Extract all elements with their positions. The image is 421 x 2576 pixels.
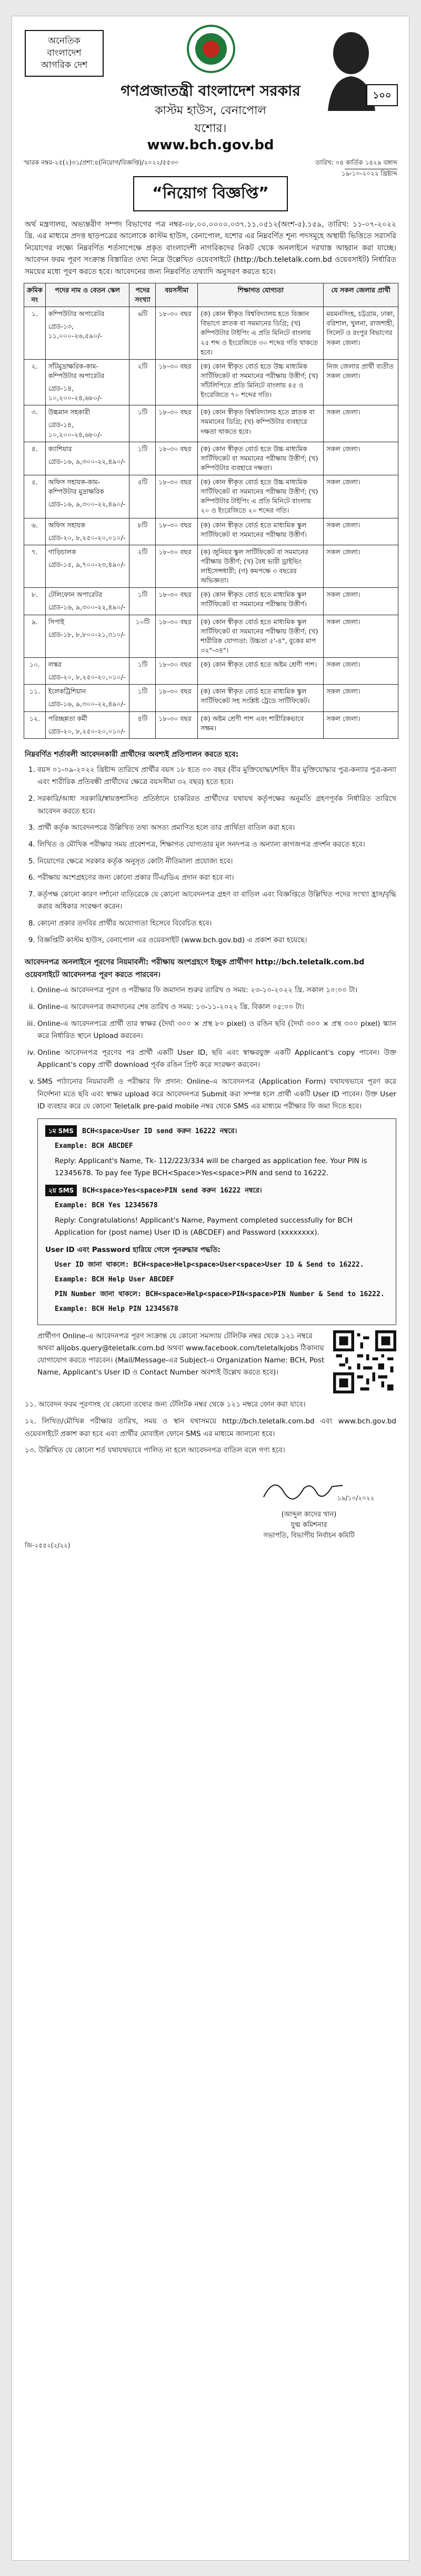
table-row [24,475,398,518]
cell-serial: ১. [24,307,46,360]
notice-title: “নিয়োগ বিজ্ঞপ্তি” [133,176,288,211]
cell-post [45,711,129,738]
government-emblem-icon [186,24,236,74]
cell-district: সকল জেলা। [324,518,398,545]
cell-serial: ৬. [24,518,46,545]
vacancy-table-body [24,307,398,739]
cell-post [45,307,129,360]
condition-item: 3. প্রার্থী কর্তৃক আবেদনপত্রে উল্লিখিত তথ্য অসত্য প্রমাণিত হলে তার প্রার্থিতা বাতিল করা হবে। [37,822,396,834]
cell-qualification: (ক) কোন স্বীকৃত বোর্ড হতে উচ্চ মাধ্যমিক সার্টিফিকেট বা সমমানের পরীক্ষায় উত্তীর্ণ; (খ) সাঁটলিপিতে প্রতি মিনিটে বাংলায় ৪৫ ও ইংরেজিতে ৭০ শব্দের গতি। [198,359,324,405]
cell-district: ময়মনসিংহ, চট্টগ্রাম, ঢাকা, বরিশাল, খুলনা, রাজশাহী, সিলেট ও রংপুর বিভাগের সকল জেলা। [324,307,398,360]
office-name: কাস্টম হাউস, বেনাপোল [155,104,266,117]
cell-district: সকল জেলা। [324,545,398,588]
sms-instructions-box [37,1118,396,1325]
cell-count: ১টি [129,658,156,685]
cell-district: সকল জেলা। [324,588,398,615]
signature-date: ১৯/১০/২০২২ [337,1494,375,1502]
notice-intro: অর্থ মন্ত্রণালয়, অভ্যন্তরীণ সম্পদ বিভাগের পত্র নম্বর-০৮.০০.০০০০.০৩৭.১১.০৫১২(অংশ-৫).১৫৯, তারিখ: ১১-০৭-২০২২ খ্রি. এর মাধ্যমে প্রদত্ত ছাড়পত্রের আলোকে কাস্টম হাউস, বেনাপোল, যশোর এর নিম্নবর্ণিত শূন্য পদসমূহে অস্থায়ী ভিত্তিতে সরাসরি নিয়োগের লক্ষ্যে নিম্নবর্ণিত শর্তসাপেক্ষে প্রকৃত বাংলাদেশী নাগরিকদের নিকট থেকে অনলাইনে দরখাস্ত আহ্বান করা যাচ্ছে। আবেদন ফরম পূরণ সংক্রান্ত বিস্তারিত তথ্য নিম্নে উল্লেখিত ওয়েবসাইটে (http://bch.teletalk.com.bd ওয়েবসাইট) নির্ধারিত সময়ের মধ্যে পূরণ করতে হবে। আবেদনের জন্য নিম্নবর্ণিত তথ্যাদি অনুসরণ করতে হবে। [25,220,396,276]
sms-2-reply: Reply: Congratulations! Applicant's Name, Payment completed successfully for BCH Application for (post name) User ID is (ABCDEF) and Password (xxxxxxxx). [55,1216,353,1237]
header-age: বয়সসীমা [156,283,198,307]
sms-1-example: Example: BCH ABCDEF [55,1142,133,1150]
cell-age: ১৮-৩০ বছর [156,518,198,545]
cell-district: সকল জেলা। [324,475,398,518]
condition-item: 5. নিয়োগের ক্ষেত্রে সরকার কর্তৃক অনুসৃত কোটা নীতিমালা প্রযোজ্য হবে। [37,856,396,868]
online-title: আবেদনপত্র অনলাইনে পূরণের নিয়মাবলী: পরীক্ষায় অংশগ্রহণে ইচ্ছুক প্রার্থীগণ http://bch.teletalk.com.bd ওয়েবসাইটে আবেদনপত্র পূরণ করতে পারবেন। [25,958,365,980]
condition-item: 9. বিজ্ঞপ্তিটি কাস্টম হাউস, বেনাপোল এর ওয়েবসাইট (www.bch.gov.bd) এ প্রকাশ করা হয়েছে। [37,934,396,947]
government-title: গণপ্রজাতন্ত্রী বাংলাদেশ সরকার [121,82,300,99]
cell-age: ১৮-৩০ বছর [156,588,198,615]
cell-count: ১০টি [129,615,156,658]
conditions-title: নিম্নবর্ণিত শর্তাবলী আবেদনকারী প্রার্থীদের অবশ্যই প্রতিপালন করতে হবে: [25,750,239,759]
post-name: টেলিফোন অপারেটর [48,590,103,599]
cell-serial: ৮. [24,588,46,615]
table-row [24,405,398,442]
table-header-row [24,283,398,307]
post-grade: গ্রেড-১৬, ৯,৩০০-২২,৪৯০/- [48,700,126,708]
table-row [24,545,398,588]
signature-block [12,1468,409,1557]
header-district: যে সকল জেলার প্রার্থী [324,283,398,307]
cell-qualification: (ক) কোন স্বীকৃত বোর্ড হতে মাধ্যমিক স্কুল সার্টিফিকেট বা সমমানের পরীক্ষায় উত্তীর্ণ। [198,518,324,545]
cell-age: ১৮-৩০ বছর [156,658,198,685]
office-website[interactable]: www.bch.gov.bd [147,137,274,153]
footer-code: জি-২৫৫২(২/২২) [25,1541,71,1549]
cell-qualification: (ক) কোন স্বীকৃত বিশ্ববিদ্যালয় হতে স্নাতক বা সমমানের ডিগ্রি; (খ) কম্পিউটার ব্যবহারে দক্ষতা থাকতে হবে। [198,405,324,442]
post-name: সিপাই [48,617,65,626]
cell-district: সকল জেলা। [324,615,398,658]
cell-serial: ৫. [24,475,46,518]
post-name: সাঁটমুদ্রাক্ষরিক-কাম-কম্পিউটার অপারেটর [48,362,105,380]
cell-count: ১টি [129,442,156,475]
support-row [37,1330,396,1393]
header-count: পদের সংখ্যা [129,283,156,307]
post-name: অফিস সহায়ক-কাম-কম্পিউটার মুদ্রাক্ষরিক [48,478,104,496]
cell-post [45,359,129,405]
notice-title-wrap [12,176,409,211]
cell-post [45,545,129,588]
cell-qualification: (ক) কোন স্বীকৃত বোর্ড হতে মাধ্যমিক স্কুল সার্টিফিকেট বা সমমানের পরীক্ষায় উত্তীর্ণ। [198,588,324,615]
condition-item: 2. সরকারি/আধা সরকারি/স্বায়ত্তশাসিত প্রতিষ্ঠানে চাকরিরত প্রার্থীদের যথাযথ কর্তৃপক্ষের অনুমতি গ্রহণপূর্বক নির্ধারিত তারিখে আবেদন করতে হবে। [37,793,396,818]
recovery-pin-example: Example: BCH Help PIN 12345678 [55,1305,178,1314]
cell-serial: ৭. [24,545,46,588]
online-instruction-item: iv. Online আবেদনপত্র পূরণের পর প্রার্থী একটি User ID, ছবি এবং স্বাক্ষরযুক্ত একটি Applicant's copy পাবেন। উক্ত Applicant's copy প্রার্থী download পূর্বক রঙিন প্রিন্ট করে সংরক্ষণ করবেন। [37,1047,396,1072]
post-grade: গ্রেড-২০, ৮,২৫০-২০,০১০/- [48,673,126,681]
slogan-line-1: অনেতিক বাংলাদেশ [47,36,82,58]
post-name: ক্যাশিয়ার [48,444,72,453]
cell-qualification: (ক) কোন স্বীকৃত বোর্ড হতে উচ্চ মাধ্যমিক সার্টিফিকেট বা সমমানের পরীক্ষায় উত্তীর্ণ; (খ) কম্পিউটার ব্যবহারে দক্ষতা। [198,442,324,475]
cell-age: ১৮-৩০ বছর [156,685,198,711]
slogan-line-2: আগরিক দেশ [41,59,88,70]
online-instruction-item: ii. Online-এ আবেদনপত্র জমাদানের শেষ তারিখ ও সময়: ১৩-১১-২০২২ খ্রি. বিকাল ০৫:০০ টা। [37,1001,396,1014]
condition-item: 6. পরীক্ষায় অংশগ্রহণের জন্য কোনো প্রকার টিএ/ডিএ প্রদান করা হবে না। [37,872,396,884]
cell-qualification: (ক) জুনিয়র স্কুল সার্টিফিকেট বা সমমানের পরীক্ষায় উত্তীর্ণ; (খ) বৈধ ভারী ড্রাইভিং লাইসেন্সধারী; (গ) কমপক্ষে ৩ বছরের অভিজ্ঞতা। [198,545,324,588]
cell-age: ১৮-৩০ বছর [156,475,198,518]
cell-district: সকল জেলা। [324,442,398,475]
cell-district: সকল জেলা। [324,405,398,442]
sms-2-example: Example: BCH Yes 12345678 [55,1202,158,1210]
sms-2-label: ২য় SMS [45,1185,77,1196]
online-instructions-list [37,984,396,1113]
vacancy-table [24,283,398,739]
recovery-pin: PIN Number জানা থাকলে: BCH<space>Help<space>PIN<space>PIN Number & Send to 16222. [55,1290,385,1299]
svg-text:১০০: ১০০ [373,90,392,101]
cell-count: ১টি [129,588,156,615]
cell-age: ১৮-৩০ বছর [156,405,198,442]
post-grade: গ্রেড-১৮, ৮,৮০০-২১,৩১০/- [48,630,126,638]
additional-condition-item: ১২. লিখিত/মৌখিক পরীক্ষার তারিখ, সময় ও স্থান যথাসময়ে http://bch.teletalk.com.bd এবং www.bch.gov.bd ওয়েবসাইটে প্রকাশ করা হবে এবং প্রার্থীর মোবাইল ফোনে SMS এর মাধ্যমে জানানো হবে। [25,1417,396,1438]
post-name: ইলেকট্রিশিয়ান [48,687,86,696]
office-city: যশোর। [194,122,227,135]
post-grade: গ্রেড-১৪, ১০,২০০-২৪,৬৮০/- [48,421,103,439]
condition-item: 1. বয়স ০১-০৯-২০২২ খ্রিষ্টাব্দ তারিখে প্রার্থীর বয়স ১৮ হতে ৩০ বছর (বীর মুক্তিযোদ্ধা/শহিদ বীর মুক্তিযোদ্ধার পুত্র-কন্যার পুত্র-কন্যা এবং শারীরিক প্রতিবন্ধী প্রার্থীদের ক্ষেত্রে বয়সসীমা ৩২ বছর) হতে হবে। [37,764,396,789]
cell-age: ১৮-৩০ বছর [156,307,198,360]
cell-age: ১৮-৩০ বছর [156,545,198,588]
signature-icon [258,1471,375,1508]
table-row [24,685,398,711]
online-instruction-item: v. SMS পাঠানোর নিয়মাবলী ও পরীক্ষার ফি প্রদান: Online-এ আবেদনপত্র (Application Form) যথাযথভাবে পূরণ করে নির্দেশনা মতে ছবি এবং স্বাক্ষর upload করে আবেদনপত্র Submit করা সম্পন্ন হলে প্রার্থী একটি User ID পাবেন। উক্ত User ID ব্যবহার করে যে কোনো Teletalk pre-paid mobile নম্বর থেকে SMS এর মাধ্যমে পরীক্ষার ফি জমা দিতে হবে। [37,1076,396,1113]
cell-count: ৬টি [129,307,156,360]
notice-page [12,16,409,2561]
cell-post [45,615,129,658]
cell-qualification: (ক) কোন স্বীকৃত বোর্ড হতে উচ্চ মাধ্যমিক সার্টিফিকেট বা সমমানের পরীক্ষায় উত্তীর্ণ; (খ) কম্পিউটার টাইপিং এ প্রতি মিনিটে বাংলায় ২০ ও ইংরেজিতে ২০ শব্দের গতি। [198,475,324,518]
cell-serial: ২. [24,359,46,405]
cell-serial: ৩. [24,405,46,442]
conditions-list [37,764,396,947]
cell-post [45,475,129,518]
cell-qualification: (ক) কোন স্বীকৃত বিশ্ববিদ্যালয় হতে বিজ্ঞান বিভাগে স্নাতক বা সমমানের ডিগ্রি; (খ) কম্পিউটার টাইপিং এ প্রতি মিনিটে বাংলায় ২৫ শব্দ ও ইংরেজিতে ৩০ শব্দের গতি থাকতে হবে। [198,307,324,360]
post-grade: গ্রেড-১৬, ৯,৩০০-২২,৪৯০/- [48,457,126,465]
header-qualification: শিক্ষাগত যোগ্যতা [198,283,324,307]
cell-serial: ৯. [24,615,46,658]
table-row [24,615,398,658]
table-row [24,658,398,685]
post-grade: গ্রেড-২০, ৮,২৫০-২০,০১০/- [48,727,126,735]
cell-count: ১টি [129,405,156,442]
post-name: কম্পিউটার অপারেটর [48,310,105,318]
signatory-name: (আব্দুল কাদের খান) [281,1510,337,1519]
signatory-committee: সভাপতি, বিভাগীয় নির্বাচন কমিটি [263,1531,355,1540]
date-bangla: তারিখ: ০৪ কার্তিক ১৪২৯ বঙ্গাব্দ [315,159,397,166]
cell-count: ৫টি [129,475,156,518]
post-name: গাড়িচালক [48,547,76,556]
post-name: লস্কর [48,660,62,669]
cell-serial: ৪. [24,442,46,475]
cell-post [45,405,129,442]
cell-count: ২টি [129,359,156,405]
cell-post [45,518,129,545]
cell-post [45,442,129,475]
memo-row [24,158,397,180]
sms-1-label: ১ম SMS [45,1125,77,1137]
online-instruction-item: iii. Online-এ আবেদনপত্রে প্রার্থী তার স্বাক্ষর (দৈর্ঘ্য ৩০০ × প্রস্থ ৮০ pixel) ও রঙিন ছবি (দৈর্ঘ্য ৩০০ × প্রস্থ ৩০০ pixel) স্ক্যান করে নির্ধারিত স্থানে Upload করবেন। [37,1018,396,1043]
table-row [24,588,398,615]
date-block [315,158,397,180]
cell-qualification: (ক) কোন স্বীকৃত বোর্ড হতে মাধ্যমিক স্কুল সার্টিফিকেট বা সমমানের পরীক্ষায় উত্তীর্ণ; (খ) শারীরিক যোগ্যতা: উচ্চতা ৫'-৪", বুকের মাপ ৩২"-৩৪"। [198,615,324,658]
memo-number: স্মারক নম্বর-২৫(২)৩১/প্রশা:৪(নিয়োগ/বিজ্ঞপ্তি)/২০২২/৫৫৩০ [24,159,179,166]
support-text: প্রার্থীগণ Online-এ আবেদনপত্র পূরণ সংক্রান্ত যে কোনো সমস্যায় টেলিটক নম্বর থেকে ১২১ নম্বরে অথবা alljobs.query@teletalk.com.bd অথবা www.facebook.com/teletalkjobs ঠিকানায় যোগাযোগ করতে পারবেন। (Mail/Message-এর Subject-এ Organization Name: BCH, Post Name, Applicant's User ID ও Contact Number অবশ্যই উল্লেখ করতে হবে)। [37,1332,325,1377]
recovery-title: User ID এবং Password হারিয়ে গেলে পুনরুদ্ধার পদ্ধতি: [45,1246,221,1255]
table-row [24,711,398,738]
cell-district: সকল জেলা। [324,685,398,711]
post-name: উচ্চমান সহকারী [48,408,91,416]
cell-age: ১৮-৩০ বছর [156,615,198,658]
condition-item: 7. কর্তৃপক্ষ কোনো কারণ দর্শানো ব্যতিরেকে যে কোনো আবেদনপত্র গ্রহণ বা বাতিল এবং বিজ্ঞপ্তিতে উল্লিখিত পদের সংখ্যা হ্রাস/বৃদ্ধি করার অধিকার সংরক্ষণ করেন। [37,889,396,913]
cell-serial: ১২. [24,711,46,738]
post-grade: গ্রেড-২০, ৮,২৫০-২০,০১০/- [48,533,126,542]
post-grade: গ্রেড-১৪, ১০,২০০-২৪,৬৮০/- [48,384,103,402]
table-row [24,442,398,475]
table-row [24,307,398,360]
condition-item: 4. লিখিত ও মৌখিক পরীক্ষার সময় প্রবেশপত্র, শিক্ষাগত যোগ্যতার মূল সনদপত্র ও অন্যান্য কাগজপত্র প্রদর্শন করতে হবে। [37,839,396,851]
signatory-role: যুগ্ম কমিশনার [290,1521,327,1529]
header-post: পদের নাম ও বেতন স্কেল [45,283,129,307]
post-grade: গ্রেড-১৬, ৯,৩০০-২২,৪৯০/- [48,500,126,508]
cell-post [45,685,129,711]
cell-qualification: (ক) কোন স্বীকৃত বোর্ড হতে অষ্টম শ্রেণী পাশ। [198,658,324,685]
cell-district: নিজ জেলার প্রার্থী ব্যতীত সকল জেলা। [324,359,398,405]
cell-age: ১৮-৩০ বছর [156,359,198,405]
cell-count: ২টি [129,545,156,588]
post-grade: গ্রেড-১৫, ৯,৭০০-২৩,৪৯০/- [48,560,126,568]
cell-count: ১টি [129,685,156,711]
post-name: পরিচ্ছন্নতা কর্মী [48,714,87,722]
qr-code-icon[interactable] [333,1330,396,1393]
recovery-user-id-example: Example: BCH Help User ABCDEF [55,1276,174,1284]
cell-count: ৮টি [129,518,156,545]
additional-condition-item: ১৩. উল্লিখিত যে কোনো শর্ত যথাযথভাবে পালিত না হলে আবেদনপত্র বাতিল বলে গণ্য হবে। [25,1446,285,1455]
cell-count: ৪টি [129,711,156,738]
online-instruction-item: i. Online-এ আবেদনপত্র পূরণ ও পরীক্ষার ফি জমাদান শুরুর তারিখ ও সময়: ২৩-১০-২০২২ খ্রি. সকাল ১০:০০ টা। [37,984,396,997]
sms-2-command: BCH<space>Yes<space>PIN send করুন 16222 নম্বরে। [82,1187,262,1195]
additional-condition-item: ১১. আবেদন ফরম পূরণসহ যে কোনো তথ্যের জন্য টেলিটক নম্বর থেকে ১২১ নম্বরে ফোন করা যাবে। [25,1400,306,1409]
post-name: অফিস সহায়ক [48,521,86,529]
date-english: ১৯-১০-২০২২ খ্রিষ্টাব্দ [341,170,397,177]
cell-serial: ১১. [24,685,46,711]
notice-header [12,16,409,177]
cell-post [45,658,129,685]
cell-district: সকল জেলা। [324,658,398,685]
table-row [24,359,398,405]
header-serial: ক্রমিক নং [24,283,46,307]
post-grade: গ্রেড-১৬, ৯,৩০০-২২,৪৯০/- [48,603,126,612]
condition-item: 8. কোনো প্রকার তদবির প্রার্থীর অযোগ্যতা হিসেবে বিবেচিত হবে। [37,918,396,930]
cell-age: ১৮-৩০ বছর [156,442,198,475]
additional-conditions-list [25,1399,396,1457]
sms-1-reply: Reply: Applicant's Name, Tk- 112/223/334 will be charged as application fee. Your PIN is 12345678. To pay fee Type BCH<Space>Yes<space>PIN and send to 16222. [55,1157,367,1178]
cell-qualification: (ক) অষ্টম শ্রেণী পাশ এবং শারীরিকভাবে সক্ষম। [198,711,324,738]
cell-age: ১৮-৩০ বছর [156,711,198,738]
sms-1-command: BCH<space>User ID send করুন 16222 নম্বরে। [82,1127,237,1135]
cell-qualification: (ক) কোন স্বীকৃত বোর্ড হতে মাধ্যমিক স্কুল সার্টিফিকেট সহ সংশ্লিষ্ট ট্রেডে সার্টিফিকেট। [198,685,324,711]
recovery-user-id: User ID জানা থাকলে: BCH<space>Help<space>User<space>User ID & Send to 16222. [55,1261,364,1269]
table-row [24,518,398,545]
cell-serial: ১০. [24,658,46,685]
cell-post [45,588,129,615]
post-grade: গ্রেড-১৩, ১১,০০০-২৬,৫৯০/- [48,322,103,340]
cell-district: সকল জেলা। [324,711,398,738]
slogan-box [25,30,104,77]
